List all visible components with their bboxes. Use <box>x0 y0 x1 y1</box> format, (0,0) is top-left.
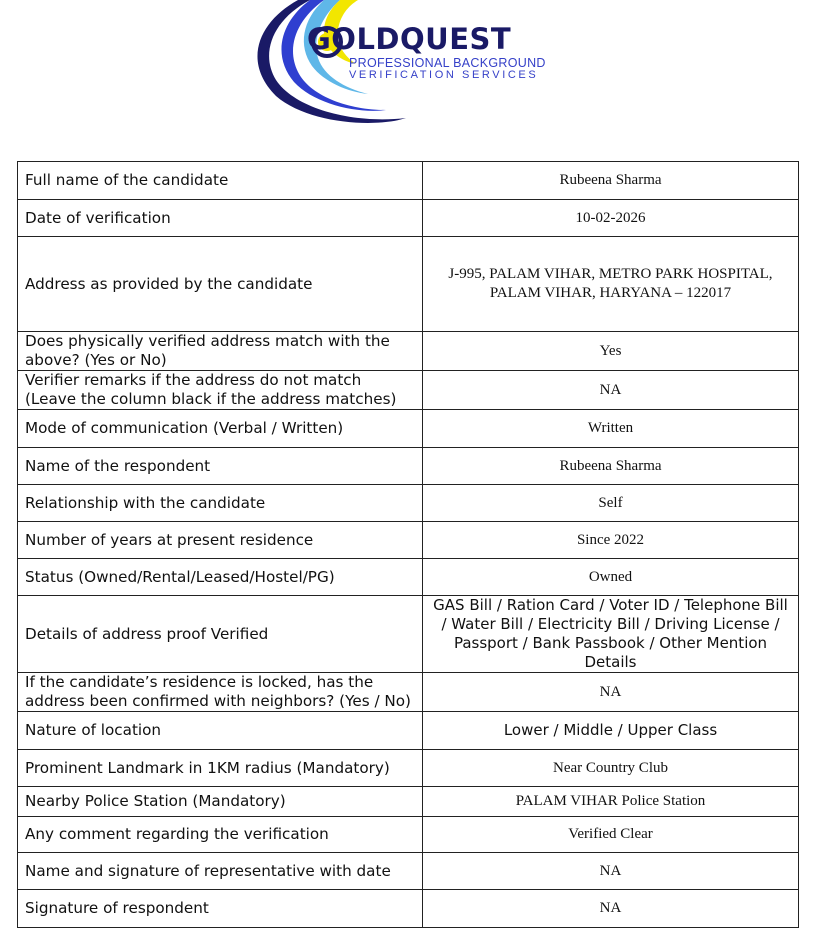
row-label: Nearby Police Station (Mandatory) <box>18 787 423 817</box>
row-value: GAS Bill / Ration Card / Voter ID / Telephone Bill / Water Bill / Electricity Bill / Driving License / Passport / Bank Passbook / Other Mention Details <box>423 596 799 673</box>
row-label: Date of verification <box>18 200 423 237</box>
table-row <box>18 200 799 237</box>
row-label: Name and signature of representative with date <box>18 853 423 890</box>
table-row <box>18 559 799 596</box>
logo-brand-text: GOLDQUEST <box>307 22 512 56</box>
row-label: Nature of location <box>18 712 423 750</box>
row-label: Any comment regarding the verification <box>18 817 423 853</box>
verification-table <box>17 161 799 928</box>
row-label: Full name of the candidate <box>18 162 423 200</box>
row-value: J-995, PALAM VIHAR, METRO PARK HOSPITAL, PALAM VIHAR, HARYANA – 122017 <box>423 237 799 332</box>
row-label: Signature of respondent <box>18 890 423 928</box>
goldquest-logo <box>236 0 586 128</box>
table-row <box>18 237 799 332</box>
row-label: Details of address proof Verified <box>18 596 423 673</box>
row-label: Verifier remarks if the address do not match (Leave the column black if the address matches) <box>18 371 423 410</box>
logo-tagline-1: PROFESSIONAL BACKGROUND <box>349 56 546 70</box>
row-label: Does physically verified address match with the above? (Yes or No) <box>18 332 423 371</box>
row-value: PALAM VIHAR Police Station <box>423 787 799 817</box>
row-label: Mode of communication (Verbal / Written) <box>18 410 423 448</box>
row-value: Verified Clear <box>423 817 799 853</box>
table-row <box>18 712 799 750</box>
row-value: Rubeena Sharma <box>423 162 799 200</box>
row-value: Yes <box>423 332 799 371</box>
table-row <box>18 750 799 787</box>
row-value: Lower / Middle / Upper Class <box>423 712 799 750</box>
table-row <box>18 787 799 817</box>
table-row <box>18 162 799 200</box>
table-row <box>18 853 799 890</box>
row-value: NA <box>423 890 799 928</box>
row-label: Relationship with the candidate <box>18 485 423 522</box>
row-label: Address as provided by the candidate <box>18 237 423 332</box>
table-row <box>18 596 799 673</box>
row-value: Owned <box>423 559 799 596</box>
row-label: Number of years at present residence <box>18 522 423 559</box>
row-value: Near Country Club <box>423 750 799 787</box>
row-value: 10-02-2026 <box>423 200 799 237</box>
table-row <box>18 890 799 928</box>
row-label: Name of the respondent <box>18 448 423 485</box>
row-value: NA <box>423 853 799 890</box>
row-label: Prominent Landmark in 1KM radius (Mandatory) <box>18 750 423 787</box>
logo-tagline-2: VERIFICATION SERVICES <box>349 69 539 81</box>
table-row <box>18 485 799 522</box>
row-value: Rubeena Sharma <box>423 448 799 485</box>
row-label: Status (Owned/Rental/Leased/Hostel/PG) <box>18 559 423 596</box>
table-row <box>18 332 799 371</box>
row-value: NA <box>423 371 799 410</box>
table-row <box>18 673 799 712</box>
table-row <box>18 371 799 410</box>
row-value: Since 2022 <box>423 522 799 559</box>
row-value: Self <box>423 485 799 522</box>
row-label: If the candidate’s residence is locked, has the address been confirmed with neighbors? (Yes / No) <box>18 673 423 712</box>
row-value: Written <box>423 410 799 448</box>
table-row <box>18 448 799 485</box>
row-value: NA <box>423 673 799 712</box>
table-row <box>18 817 799 853</box>
table-row <box>18 522 799 559</box>
table-row <box>18 410 799 448</box>
